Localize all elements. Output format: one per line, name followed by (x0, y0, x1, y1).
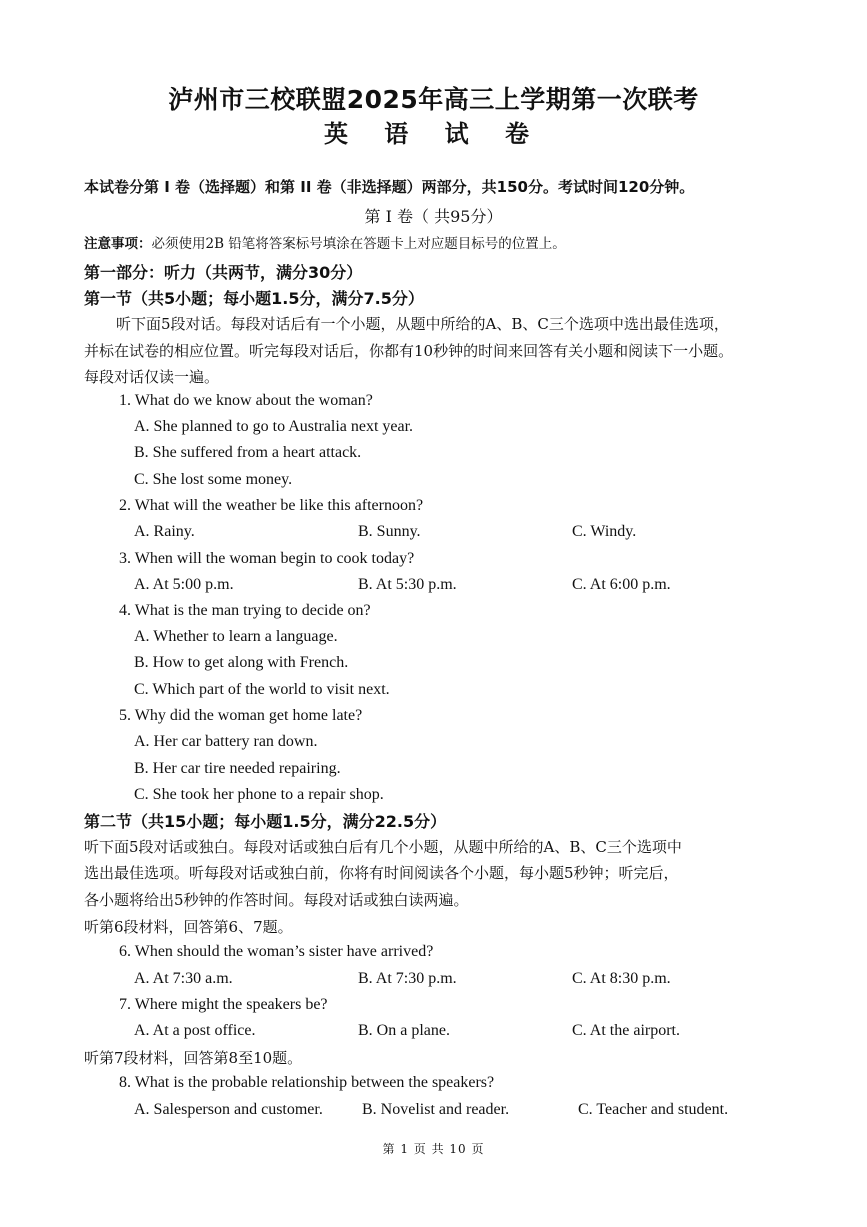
volume-title: 第 I 卷（ 共95分） (364, 207, 503, 226)
question-7-option-c: C. At the airport. (572, 1022, 680, 1039)
question-8-option-a: A. Salesperson and customer. (134, 1101, 323, 1118)
question-1: 1. What do we know about the woman? (119, 392, 373, 409)
question-2-option-a: A. Rainy. (134, 523, 195, 540)
section2-instruction: 各小题将给出5秒钟的作答时间。每段对话或独白读两遍。 (84, 891, 469, 909)
material-7-note: 听第7段材料，回答第8至10题。 (84, 1049, 303, 1067)
question-5-option-c: C. She took her phone to a repair shop. (134, 786, 384, 803)
section1-instruction: 每段对话仅读一遍。 (84, 368, 220, 386)
notice-text: 必须使用2B 铅笔将答案标号填涂在答题卡上对应题目标号的位置上。 (151, 236, 566, 252)
question-3-option-c: C. At 6:00 p.m. (572, 576, 671, 593)
exam-title: 泸州市三校联盟2025年高三上学期第一次联考 (168, 85, 699, 114)
question-8: 8. What is the probable relationship between the speakers? (119, 1074, 495, 1091)
question-2-option-c: C. Windy. (572, 523, 637, 540)
material-6-note: 听第6段材料，回答第6、7题。 (84, 918, 293, 936)
question-7-option-a: A. At a post office. (134, 1022, 256, 1039)
question-3-option-a: A. At 5:00 p.m. (134, 576, 234, 593)
question-8-option-c: C. Teacher and student. (578, 1101, 729, 1118)
question-2: 2. What will the weather be like this afternoon? (119, 497, 424, 514)
question-5-option-b: B. Her car tire needed repairing. (134, 760, 341, 777)
question-1-option-a: A. She planned to go to Australia next year. (134, 418, 414, 435)
section1-instruction: 听下面5段对话。每段对话后有一个小题，从题中所给的A、B、C三个选项中选出最佳选项， (116, 315, 729, 333)
page-footer: 第 1 页 共 10 页 (382, 1142, 485, 1156)
question-4-option-b: B. How to get along with French. (134, 654, 349, 671)
question-6-option-a: A. At 7:30 a.m. (134, 970, 233, 987)
question-4: 4. What is the man trying to decide on? (119, 602, 371, 619)
question-7: 7. Where might the speakers be? (119, 996, 328, 1013)
section1-instruction: 并标在试卷的相应位置。听完每段对话后，你都有10秒钟的时间来回答有关小题和阅读下一小题。 (84, 342, 734, 360)
exam-subject: 英 语 试 卷 (323, 120, 544, 148)
section2-instruction: 选出最佳选项。听每段对话或独白前，你将有时间阅读各个小题，每小题5秒钟；听完后， (84, 864, 679, 882)
section2-title: 第二节（共15小题；每小题1.5分，满分22.5分） (84, 812, 447, 831)
question-4-option-c: C. Which part of the world to visit next. (134, 681, 390, 698)
question-5: 5. Why did the woman get home late? (119, 707, 363, 724)
exam-intro: 本试卷分第 I 卷（选择题）和第 II 卷（非选择题）两部分，共150分。考试时间120分钟。 (84, 178, 695, 196)
question-4-option-a: A. Whether to learn a language. (134, 628, 338, 645)
question-3: 3. When will the woman begin to cook today? (119, 550, 415, 567)
question-7-option-b: B. On a plane. (358, 1022, 450, 1039)
part1-title: 第一部分：听力（共两节，满分30分） (84, 263, 363, 282)
question-6-option-c: C. At 8:30 p.m. (572, 970, 671, 987)
question-2-option-b: B. Sunny. (358, 523, 421, 540)
notice-label: 注意事项： (84, 236, 152, 252)
question-3-option-b: B. At 5:30 p.m. (358, 576, 457, 593)
question-8-option-b: B. Novelist and reader. (362, 1101, 510, 1118)
section2-instruction: 听下面5段对话或独白。每段对话或独白后有几个小题，从题中所给的A、B、C三个选项中 (84, 838, 682, 856)
notice (84, 232, 566, 252)
section1-title: 第一节（共5小题；每小题1.5分，满分7.5分） (84, 289, 424, 308)
question-5-option-a: A. Her car battery ran down. (134, 733, 318, 750)
question-6: 6. When should the woman’s sister have arrived? (119, 943, 434, 960)
question-1-option-b: B. She suffered from a heart attack. (134, 444, 362, 461)
question-6-option-b: B. At 7:30 p.m. (358, 970, 457, 987)
question-1-option-c: C. She lost some money. (134, 471, 293, 488)
